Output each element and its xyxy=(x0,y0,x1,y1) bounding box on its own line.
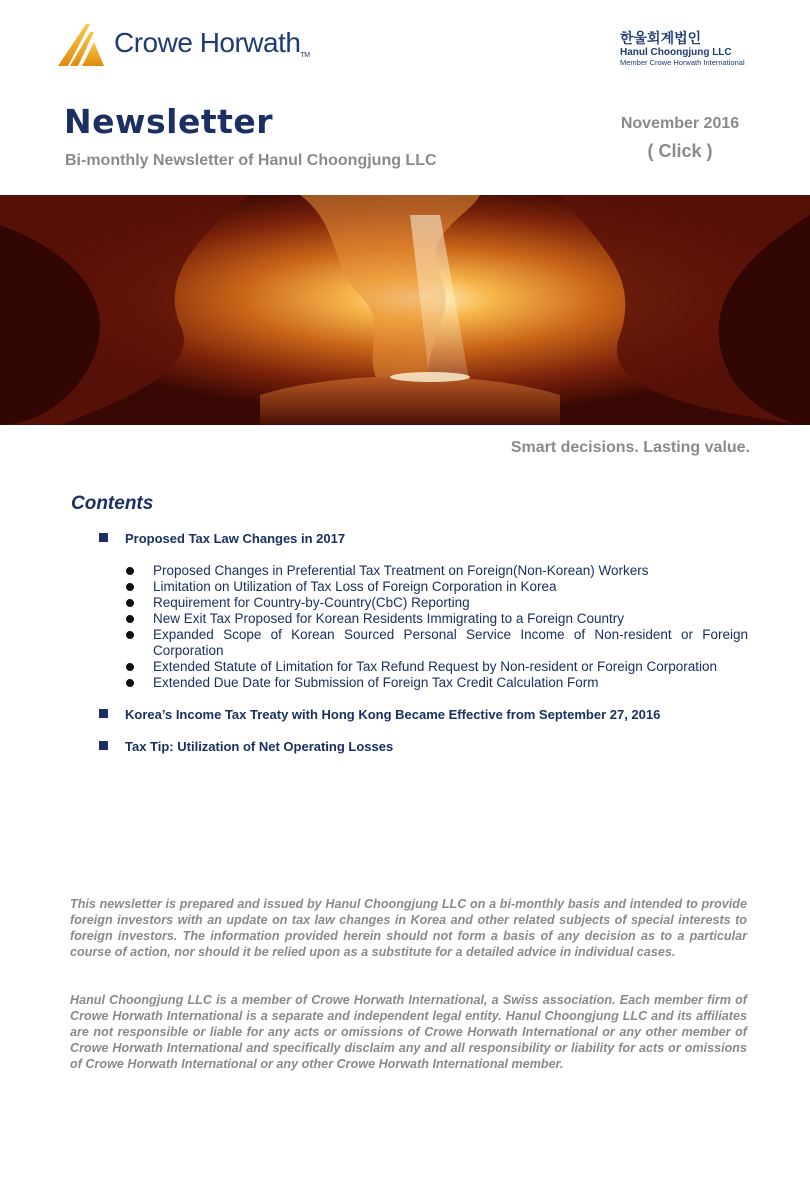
square-bullet-icon xyxy=(99,709,108,718)
round-bullet-icon xyxy=(126,663,134,671)
sub-item-ftc-form[interactable] xyxy=(126,675,748,691)
crowe-chevron-logo-icon xyxy=(56,22,106,66)
firm-english-name: Hanul Choongjung LLC xyxy=(620,47,732,58)
round-bullet-icon xyxy=(126,567,134,575)
sub-item-exit-tax[interactable] xyxy=(126,611,748,627)
section-label: Proposed Tax Law Changes in 2017 xyxy=(125,531,346,546)
round-bullet-icon xyxy=(126,583,134,591)
sub-item-label: Requirement for Country-by-Country(CbC) Reporting xyxy=(153,595,470,610)
issue-date: November 2016 xyxy=(620,115,740,132)
newsletter-subtitle: Bi-monthly Newsletter of Hanul Choongjung LLC xyxy=(65,152,437,169)
contents-heading: Contents xyxy=(71,493,154,514)
sub-item-label: New Exit Tax Proposed for Korean Residents Immigrating to a Foreign Country xyxy=(153,611,624,626)
firm-korean-name: 한울회계법인 xyxy=(620,31,702,47)
issue-click-link[interactable]: ( Click ) xyxy=(647,141,713,161)
contents-section-1[interactable] xyxy=(99,531,345,546)
section-1-sub-items xyxy=(126,563,748,691)
trademark-mark: TM xyxy=(300,52,310,59)
sub-item-cbc-reporting[interactable] xyxy=(126,595,748,611)
tagline: Smart decisions. Lasting value. xyxy=(510,439,750,456)
contents-section-3[interactable] xyxy=(99,739,393,754)
disclaimer-paragraph-2: Hanul Choongjung LLC is a member of Crowe Horwath International, a Swiss association. Each member firm of Crowe Horwath International is a separate and independent legal entity. Hanul Choongjung LLC and its affiliates are not responsible or liable for any acts or omissions of Crowe Horwath International or any other member of Crowe Horwath International and specifically disclaim any and all responsibility or liability for acts or omissions of Crowe Horwath International or any other Crowe Horwath International member. xyxy=(70,993,747,1071)
firm-membership: Member Crowe Horwath International xyxy=(620,58,745,67)
sub-item-preferential-tax[interactable] xyxy=(126,563,748,579)
logo-wordmark xyxy=(114,27,310,59)
logo-wordmark-text: Crowe Horwath xyxy=(114,27,301,58)
section-label: Korea’s Income Tax Treaty with Hong Kong Became Effective from September 27, 2016 xyxy=(125,707,661,722)
square-bullet-icon xyxy=(99,741,108,750)
round-bullet-icon xyxy=(126,679,134,687)
newsletter-title: Newsletter xyxy=(64,102,274,141)
firm-identity xyxy=(620,32,790,67)
round-bullet-icon xyxy=(126,599,134,607)
sub-item-label: Expanded Scope of Korean Sourced Personal Service Income of Non-resident or Foreign Corporation xyxy=(153,627,748,658)
contents-section-2[interactable] xyxy=(99,707,660,722)
sub-item-service-income[interactable] xyxy=(126,627,748,659)
crowe-horwath-logo xyxy=(56,22,346,68)
section-label: Tax Tip: Utilization of Net Operating Losses xyxy=(125,739,394,754)
sub-item-label: Limitation on Utilization of Tax Loss of Foreign Corporation in Korea xyxy=(153,579,557,594)
sub-item-tax-loss-limit[interactable] xyxy=(126,579,748,595)
sub-item-label: Extended Due Date for Submission of Foreign Tax Credit Calculation Form xyxy=(153,675,599,690)
round-bullet-icon xyxy=(126,615,134,623)
square-bullet-icon xyxy=(99,533,108,542)
round-bullet-icon xyxy=(126,631,134,639)
sub-item-label: Proposed Changes in Preferential Tax Treatment on Foreign(Non-Korean) Workers xyxy=(153,563,649,578)
sub-item-label: Extended Statute of Limitation for Tax Refund Request by Non-resident or Foreign Corporation xyxy=(153,659,718,674)
canyon-photo xyxy=(0,195,810,425)
disclaimer-paragraph-1: This newsletter is prepared and issued by Hanul Choongjung LLC on a bi-monthly basis and intended to provide foreign investors with an update on tax law changes in Korea and other related subjects of special interests to foreign investors. The information provided herein should not form a basis of any decision as to a particular course of action, nor should it be relied upon as a substitute for a detailed advice in individual cases. xyxy=(70,897,747,959)
hero-banner xyxy=(0,195,810,425)
sub-item-statute-limitation[interactable] xyxy=(126,659,748,675)
